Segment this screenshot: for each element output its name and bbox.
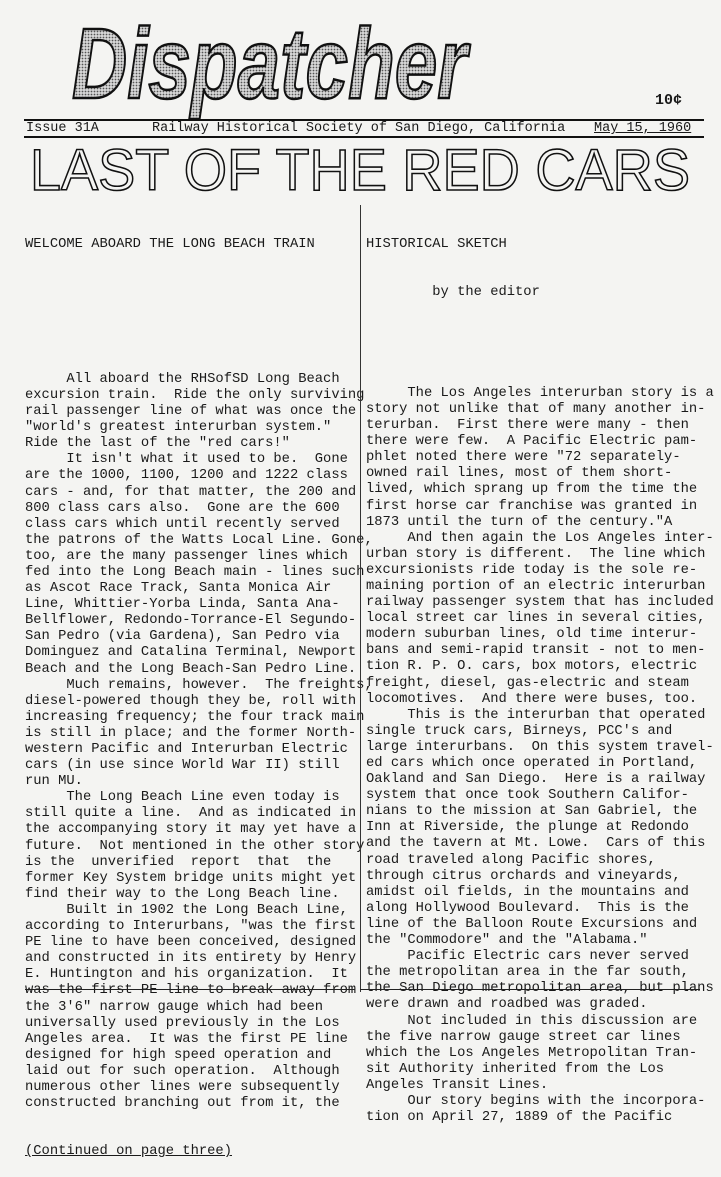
text-line: Ride the last of the "red cars!": [25, 436, 290, 452]
right-article-title: HISTORICAL SKETCH: [366, 237, 507, 253]
text-line: terurban. First there were many - then: [366, 418, 689, 434]
text-line: Dominguez and Catalina Terminal, Newport: [25, 645, 357, 661]
text-line: Angeles area. It was the first PE line: [25, 1031, 348, 1047]
text-line: E. Huntington and his organization. It: [25, 967, 348, 983]
text-line: rail passenger line of what was once the: [25, 404, 357, 420]
text-line: tion R. P. O. cars, box motors, electric: [366, 659, 698, 675]
text-line: freight, diesel, gas-electric and steam: [366, 675, 689, 691]
publisher: Railway Historical Society of San Diego, California: [152, 121, 566, 136]
text-line: increasing frequency; the four track main: [25, 709, 365, 725]
text-line: were drawn and roadbed was graded.: [366, 997, 648, 1013]
text-line: All aboard the RHSofSD Long Beach: [25, 371, 340, 387]
text-line: modern suburban lines, old time interur-: [366, 627, 698, 643]
text-line: fed into the Long Beach main - lines such: [25, 564, 365, 580]
text-line: sit Authority inherited from the Los: [366, 1061, 665, 1077]
text-line: was the first PE line to break away from: [25, 983, 357, 999]
text-line: San Pedro (via Gardena), San Pedro via: [25, 629, 340, 645]
text-line: numerous other lines were subsequently: [25, 1079, 340, 1095]
text-line: excursionists ride today is the sole re-: [366, 562, 698, 578]
text-line: are the 1000, 1100, 1200 and 1222 class: [25, 468, 348, 484]
dispatcher-logo: [0, 0, 721, 120]
text-line: as Ascot Race Track, Santa Monica Air: [25, 581, 332, 597]
text-line: the San Diego metropolitan area, but plans: [366, 981, 714, 997]
text-line: western Pacific and Interurban Electric: [25, 742, 348, 757]
issue-number: Issue 31A: [26, 121, 99, 136]
text-line: the 3'6" narrow gauge which had been: [25, 999, 324, 1015]
text-line: lived, which sprang up from the time the: [366, 482, 698, 498]
text-line: railway passenger system that has included: [366, 595, 714, 611]
headline-text: LAST OF THE RED CARS: [30, 138, 690, 203]
text-line: Line, Whittier-Yorba Linda, Santa Ana-: [25, 597, 340, 613]
text-line: diesel-powered though they be, roll with: [25, 693, 357, 709]
text-line: amidst oil fields, in the mountains and: [366, 884, 689, 900]
text-line: single truck cars, Birneys, PCC's and: [366, 723, 673, 739]
text-line: excursion train. Ride the only surviving: [25, 387, 365, 403]
text-line: the "Commodore" and the "Alabama.": [366, 933, 648, 949]
text-line: locomotives. And there were buses, too.: [366, 691, 698, 707]
text-line: Bellflower, Redondo-Torrance-El Segundo-: [25, 613, 357, 629]
text-line: still quite a line. And as indicated in: [25, 806, 357, 822]
text-line: Beach and the Long Beach-San Pedro Line.: [25, 661, 357, 677]
text-line: constructed branching out from it, the: [25, 1096, 340, 1112]
text-line: too, are the many passenger lines which: [25, 548, 348, 564]
text-line: Much remains, however. The freights,: [25, 677, 373, 693]
text-line: road traveled along Pacific shores,: [366, 852, 656, 868]
text-line: line of the Balloon Route Excursions and: [366, 916, 698, 932]
text-line: run MU.: [25, 774, 83, 790]
price: 10¢: [655, 92, 683, 109]
text-line: This is the interurban that operated: [366, 707, 706, 723]
text-line: urban story is different. The line which: [366, 546, 706, 562]
text-line: nians to the mission at San Gabriel, the: [366, 804, 698, 820]
masthead: [0, 0, 721, 120]
text-line: 800 class cars also. Gone are the 600: [25, 500, 340, 516]
column-divider: [360, 205, 361, 992]
text-line: large interurbans. On this system travel-: [366, 739, 714, 755]
text-line: former Key System bridge units might yet: [25, 870, 357, 886]
left-article-title: WELCOME ABOARD THE LONG BEACH TRAIN: [25, 237, 315, 253]
text-line: Built in 1902 the Long Beach Line,: [25, 902, 348, 918]
text-line: bans and semi-rapid transit - not to men-: [366, 643, 706, 659]
text-line: which the Los Angeles Metropolitan Tran-: [366, 1045, 698, 1061]
text-line: designed for high speed operation and: [25, 1047, 332, 1063]
text-line: system that once took Southern Califor-: [366, 788, 689, 804]
right-article: [366, 205, 714, 1142]
issue-line: [26, 121, 702, 137]
left-article-body: [25, 371, 373, 1112]
text-line: Not included in this discussion are: [366, 1013, 698, 1029]
text-line: class cars which until recently served: [25, 516, 340, 532]
text-line: maining portion of an electric interurban: [366, 578, 706, 594]
byline: by the editor: [366, 285, 540, 301]
text-line: there were few. A Pacific Electric pam-: [366, 434, 698, 450]
text-line: the five narrow gauge street car lines: [366, 1029, 681, 1045]
text-line: is the unverified report that the: [25, 854, 332, 870]
right-article-body: [366, 385, 714, 1126]
continued-note: (Continued on page three): [25, 1144, 232, 1160]
text-line: It isn't what it used to be. Gone: [25, 452, 348, 468]
headline: [0, 137, 721, 203]
text-line: story not unlike that of many another in-: [366, 401, 706, 417]
text-line: owned rail lines, most of them short-: [366, 466, 673, 482]
text-line: future. Not mentioned in the other story: [25, 838, 365, 854]
text-line: universally used previously in the Los: [25, 1015, 340, 1031]
text-line: the accompanying story it may yet have a: [25, 822, 357, 838]
text-line: And then again the Los Angeles inter-: [366, 530, 714, 546]
text-line: Oakland and San Diego. Here is a railway: [366, 772, 706, 788]
text-line: the metropolitan area in the far south,: [366, 965, 689, 981]
issue-date: May 15, 1960: [594, 121, 692, 136]
text-line: local street car lines in several cities,: [366, 611, 706, 627]
text-line: and the tavern at Mt. Lowe. Cars of this: [366, 836, 706, 852]
text-line: is still in place; and the former North-: [25, 725, 357, 741]
left-article: [25, 205, 373, 1177]
text-line: first horse car franchise was granted in: [366, 498, 698, 514]
text-line: Angeles Transit Lines.: [366, 1077, 549, 1093]
text-line: find their way to the Long Beach line.: [25, 886, 340, 902]
text-line: through citrus orchards and vineyards,: [366, 868, 681, 884]
text-line: ed cars which once operated in Portland,: [366, 756, 698, 771]
text-line: The Long Beach Line even today is: [25, 790, 340, 806]
text-line: "world's greatest interurban system.": [25, 420, 332, 436]
bottom-rule-right: [360, 989, 700, 990]
text-line: laid out for such operation. Although: [25, 1063, 340, 1079]
text-line: tion on April 27, 1889 of the Pacific: [366, 1110, 673, 1126]
text-line: Pacific Electric cars never served: [366, 949, 689, 965]
text-line: cars - and, for that matter, the 200 and: [25, 484, 357, 500]
text-line: phlet noted there were "72 separately-: [366, 450, 681, 466]
text-line: Inn at Riverside, the plunge at Redondo: [366, 820, 689, 836]
logo-text: Dispatcher: [72, 8, 471, 120]
text-line: Our story begins with the incorpora-: [366, 1093, 706, 1109]
text-line: 1873 until the turn of the century."A: [366, 514, 673, 530]
text-line: and constructed in its entirety by Henry: [25, 951, 357, 967]
text-line: according to Interurbans, "was the first: [25, 919, 357, 935]
text-line: PE line to have been conceived, designed: [25, 935, 357, 951]
text-line: the patrons of the Watts Local Line. Gone,: [25, 532, 373, 548]
text-line: The Los Angeles interurban story is a: [366, 385, 714, 401]
bottom-rule-left: [25, 989, 355, 990]
text-line: cars (in use since World War II) still: [25, 758, 340, 774]
text-line: along Hollywood Boulevard. This is the: [366, 900, 689, 916]
